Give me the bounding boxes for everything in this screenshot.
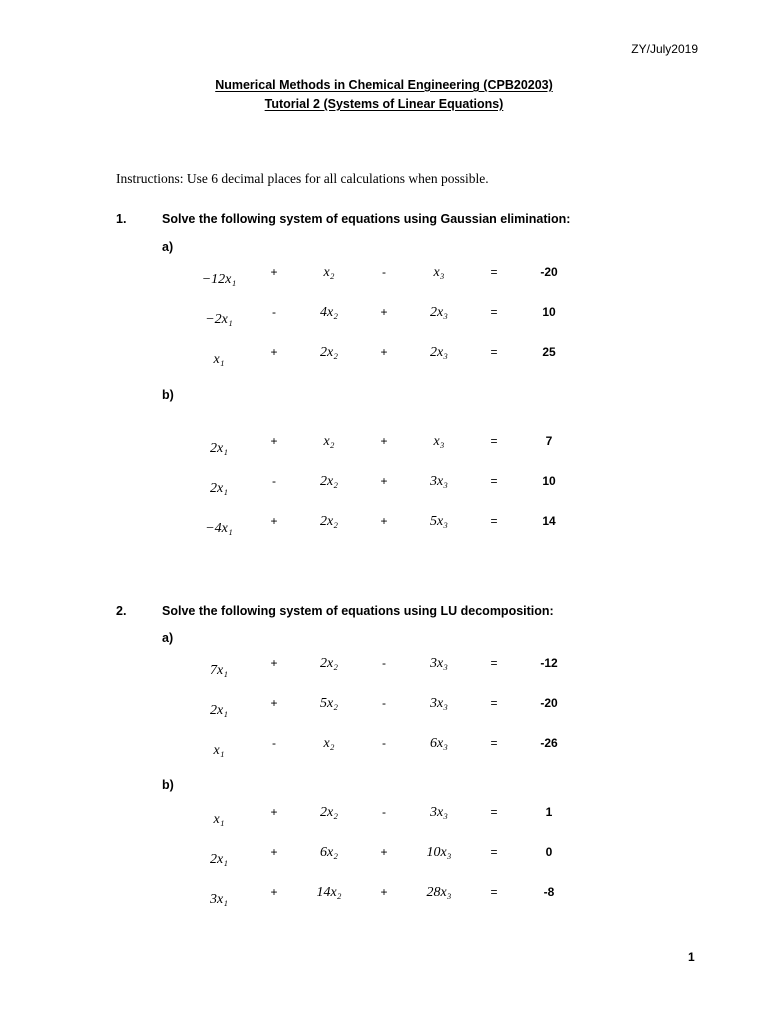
rhs-value: 10 [542, 305, 556, 319]
rhs-value: -12 [540, 656, 558, 670]
operator-1: + [270, 696, 278, 710]
operator-2: - [382, 736, 386, 750]
rhs-value: 14 [542, 514, 556, 528]
term-x3: 3x₃ [429, 474, 449, 489]
operator-2: - [382, 696, 386, 710]
question-1b-label: b) [162, 388, 174, 402]
term-x2: 2x₂ [319, 474, 339, 489]
term-x2: 2x₂ [319, 656, 339, 671]
term-x3: 6x₃ [429, 736, 449, 751]
term-x1: 2x₁ [209, 441, 229, 456]
term-x2: 2x₂ [319, 514, 339, 529]
document-reference: ZY/July2019 [631, 42, 698, 56]
operator-2: - [382, 805, 386, 819]
question-1-text: Solve the following system of equations using Gaussian elimination: [162, 212, 571, 226]
operator-1: + [270, 805, 278, 819]
operator-1: + [270, 345, 278, 359]
question-1-number: 1. [116, 212, 127, 226]
document-title: Numerical Methods in Chemical Engineering (CPB20203) [215, 78, 553, 92]
operator-2: + [380, 434, 388, 448]
operator-1: + [270, 514, 278, 528]
operator-2: + [380, 345, 388, 359]
term-x3: 10x₃ [426, 845, 452, 860]
equals-sign: = [490, 305, 498, 319]
term-x3: 2x₃ [429, 345, 449, 360]
term-x3: 3x₃ [429, 696, 449, 711]
equals-sign: = [490, 885, 498, 899]
equals-sign: = [490, 345, 498, 359]
rhs-value: -20 [540, 265, 558, 279]
operator-2: + [380, 474, 388, 488]
term-x1: −4x₁ [205, 521, 233, 536]
page-number: 1 [688, 950, 695, 964]
term-x1: 2x₁ [209, 481, 229, 496]
term-x2: 2x₂ [319, 805, 339, 820]
question-1a-label: a) [162, 240, 174, 254]
equals-sign: = [490, 514, 498, 528]
rhs-value: 0 [545, 845, 553, 859]
rhs-value: -20 [540, 696, 558, 710]
operator-1: + [270, 656, 278, 670]
equals-sign: = [490, 845, 498, 859]
equals-sign: = [490, 265, 498, 279]
term-x3: 2x₃ [429, 305, 449, 320]
operator-1: - [272, 305, 276, 319]
equals-sign: = [490, 434, 498, 448]
operator-2: + [380, 885, 388, 899]
rhs-value: 1 [545, 805, 553, 819]
term-x3: x₃ [433, 265, 445, 280]
rhs-value: 25 [542, 345, 556, 359]
equals-sign: = [490, 474, 498, 488]
term-x2: 5x₂ [319, 696, 339, 711]
operator-2: - [382, 265, 386, 279]
operator-1: + [270, 265, 278, 279]
term-x2: x₂ [323, 736, 335, 751]
term-x1: −2x₁ [205, 312, 233, 327]
operator-1: + [270, 845, 278, 859]
term-x2: x₂ [323, 265, 335, 280]
term-x3: x₃ [433, 434, 445, 449]
term-x3: 28x₃ [426, 885, 452, 900]
equals-sign: = [490, 736, 498, 750]
term-x3: 5x₃ [429, 514, 449, 529]
term-x2: 4x₂ [319, 305, 339, 320]
operator-1: - [272, 474, 276, 488]
operator-1: + [270, 885, 278, 899]
question-2-text: Solve the following system of equations using LU decomposition: [162, 604, 554, 618]
term-x1: x₁ [213, 743, 225, 758]
operator-2: + [380, 845, 388, 859]
rhs-value: 10 [542, 474, 556, 488]
operator-2: - [382, 656, 386, 670]
question-2b-label: b) [162, 778, 174, 792]
equals-sign: = [490, 805, 498, 819]
term-x1: 2x₁ [209, 852, 229, 867]
rhs-value: 7 [545, 434, 553, 448]
operator-1: + [270, 434, 278, 448]
question-2-number: 2. [116, 604, 127, 618]
equals-sign: = [490, 696, 498, 710]
term-x2: 14x₂ [316, 885, 342, 900]
term-x1: −12x₁ [201, 272, 237, 287]
operator-1: - [272, 736, 276, 750]
instructions: Instructions: Use 6 decimal places for all calculations when possible. [116, 171, 489, 186]
term-x1: x₁ [213, 352, 225, 367]
term-x1: 2x₁ [209, 703, 229, 718]
question-2a-label: a) [162, 631, 174, 645]
term-x2: 2x₂ [319, 345, 339, 360]
document-subtitle: Tutorial 2 (Systems of Linear Equations) [264, 97, 504, 111]
term-x1: 3x₁ [209, 892, 229, 907]
term-x2: 6x₂ [319, 845, 339, 860]
equals-sign: = [490, 656, 498, 670]
operator-2: + [380, 305, 388, 319]
term-x3: 3x₃ [429, 656, 449, 671]
operator-2: + [380, 514, 388, 528]
term-x1: 7x₁ [209, 663, 229, 678]
term-x3: 3x₃ [429, 805, 449, 820]
term-x2: x₂ [323, 434, 335, 449]
rhs-value: -26 [540, 736, 558, 750]
term-x1: x₁ [213, 812, 225, 827]
rhs-value: -8 [543, 885, 555, 899]
